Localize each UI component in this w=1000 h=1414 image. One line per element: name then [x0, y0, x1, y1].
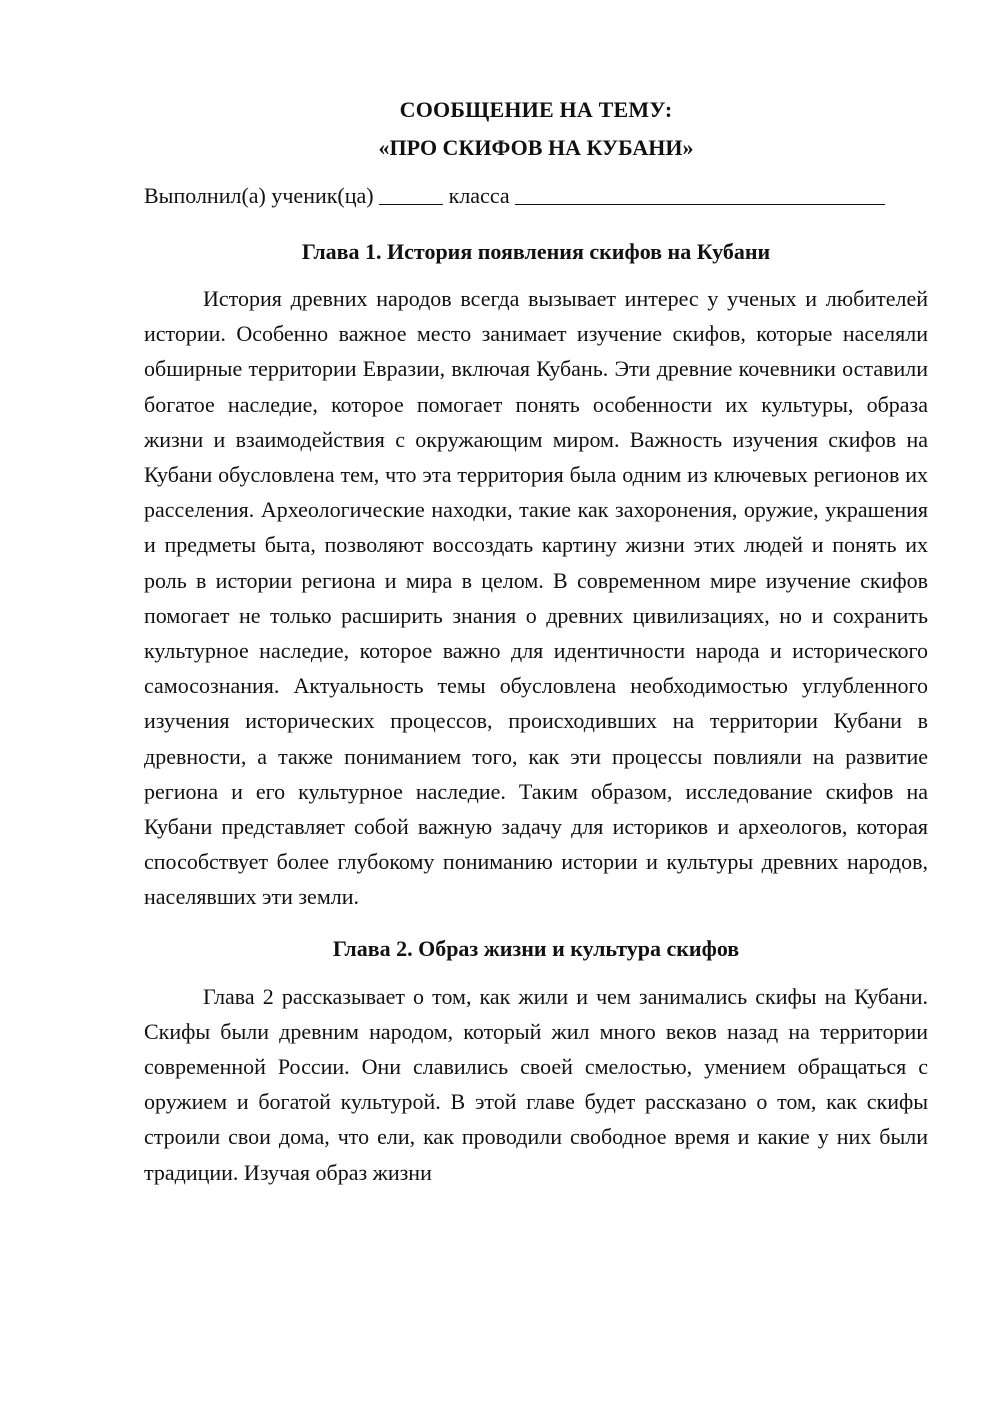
grade-blank — [379, 178, 443, 205]
author-prefix: Выполнил(а) ученик(ца) — [144, 183, 374, 208]
author-line — [144, 176, 928, 214]
document-content — [144, 92, 928, 1190]
class-label: класса — [448, 183, 510, 208]
title-line-1: СООБЩЕНИЕ НА ТЕМУ: — [399, 97, 673, 122]
title-line-2: «ПРО СКИФОВ НА КУБАНИ» — [378, 135, 694, 160]
chapter-1-paragraph: История древних народов всегда вызывает интерес у ученых и любителей истории. Особенно важное место занимает изучение скифов, которые населяли обширные территории Евразии, включая Кубань. Эти древние кочевники оставили богатое наследие, которое помогает понять особенности их культуры, образа жизни и взаимодействия с окружающим миром. Важность изучения скифов на Кубани обусловлена тем, что эта территория была одним из ключевых регионов их расселения. Археологические находки, такие как захоронения, оружие, украшения и предметы быта, позволяют воссоздать картину жизни этих людей и понять их роль в истории региона и мира в целом. В современном мире изучение скифов помогает не только расширить знания о древних цивилизациях, но и сохранить культурное наследие, которое важно для идентичности народа и исторического самосознания. Актуальность темы обусловлена необходимостью углубленного изучения исторических процессов, происходивших на территории Кубани в древности, а также пониманием того, как эти процессы повлияли на развитие региона и его культурное наследие. Таким образом, исследование скифов на Кубани представляет собой важную задачу для историков и археологов, которая способствует более глубокому пониманию истории и культуры древних народов, населявших эти земли. — [144, 286, 928, 910]
chapter-1-heading: Глава 1. История появления скифов на Кубани — [301, 239, 771, 264]
name-blank — [515, 178, 885, 205]
chapter-2-heading: Глава 2. Образ жизни и культура скифов — [332, 935, 740, 961]
chapter-2-paragraph: Глава 2 рассказывает о том, как жили и чем занимались скифы на Кубани. Скифы были древним народом, который жил много веков назад на территории современной России. Они славились своей смелостью, умением обращаться с оружием и богатой культурой. В этой главе будет рассказано о том, как скифы строили свои дома, что ели, как проводили свободное время и какие у них были традиции. Изучая образ жизни — [144, 983, 928, 1185]
